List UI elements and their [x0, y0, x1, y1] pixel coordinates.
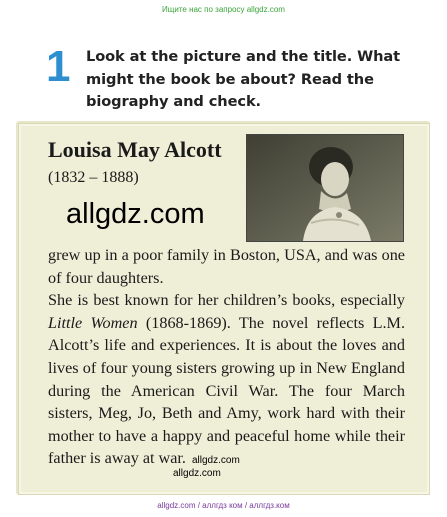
watermark-inline: allgdz.com [191, 455, 240, 467]
biography-text [48, 244, 405, 473]
portrait-image [246, 134, 404, 242]
exercise-number: 1 [46, 42, 71, 91]
exercise-instruction: Look at the picture and the title. What might the book be about? Read the biography and check. [86, 48, 401, 110]
footer-watermark: allgdz.com / аллгдз ком / аллгдз.ком [157, 501, 290, 510]
watermark-small: allgdz.com [173, 468, 221, 479]
book-title: Little Women [48, 313, 138, 332]
biography-paragraph-2 [48, 289, 405, 473]
watermark-large: allgdz.com [66, 198, 205, 230]
biography-title: Louisa May Alcott [48, 137, 222, 162]
biography-paragraph-2-start: She is best known for her children’s books, especially [48, 291, 405, 310]
biography-paragraph-2-rest: (1868-1869). The novel reflects L.M. Alcott’s life and experiences. It is about the loves and lives of four young sisters growing up in New England during the American Civil War. The four March sisters, Meg, Jo, Beth and Amy, work hard with their mother to have a happy and peaceful home while their father is away at war. [48, 313, 405, 468]
portrait-illustration [247, 135, 403, 241]
biography-years: (1832 – 1888) [48, 169, 139, 186]
top-watermark-note: Ищите нас по запросу allgdz.com [162, 5, 285, 14]
biography-paragraph-1: grew up in a poor family in Boston, USA, and was one of four daughters. [48, 246, 405, 287]
